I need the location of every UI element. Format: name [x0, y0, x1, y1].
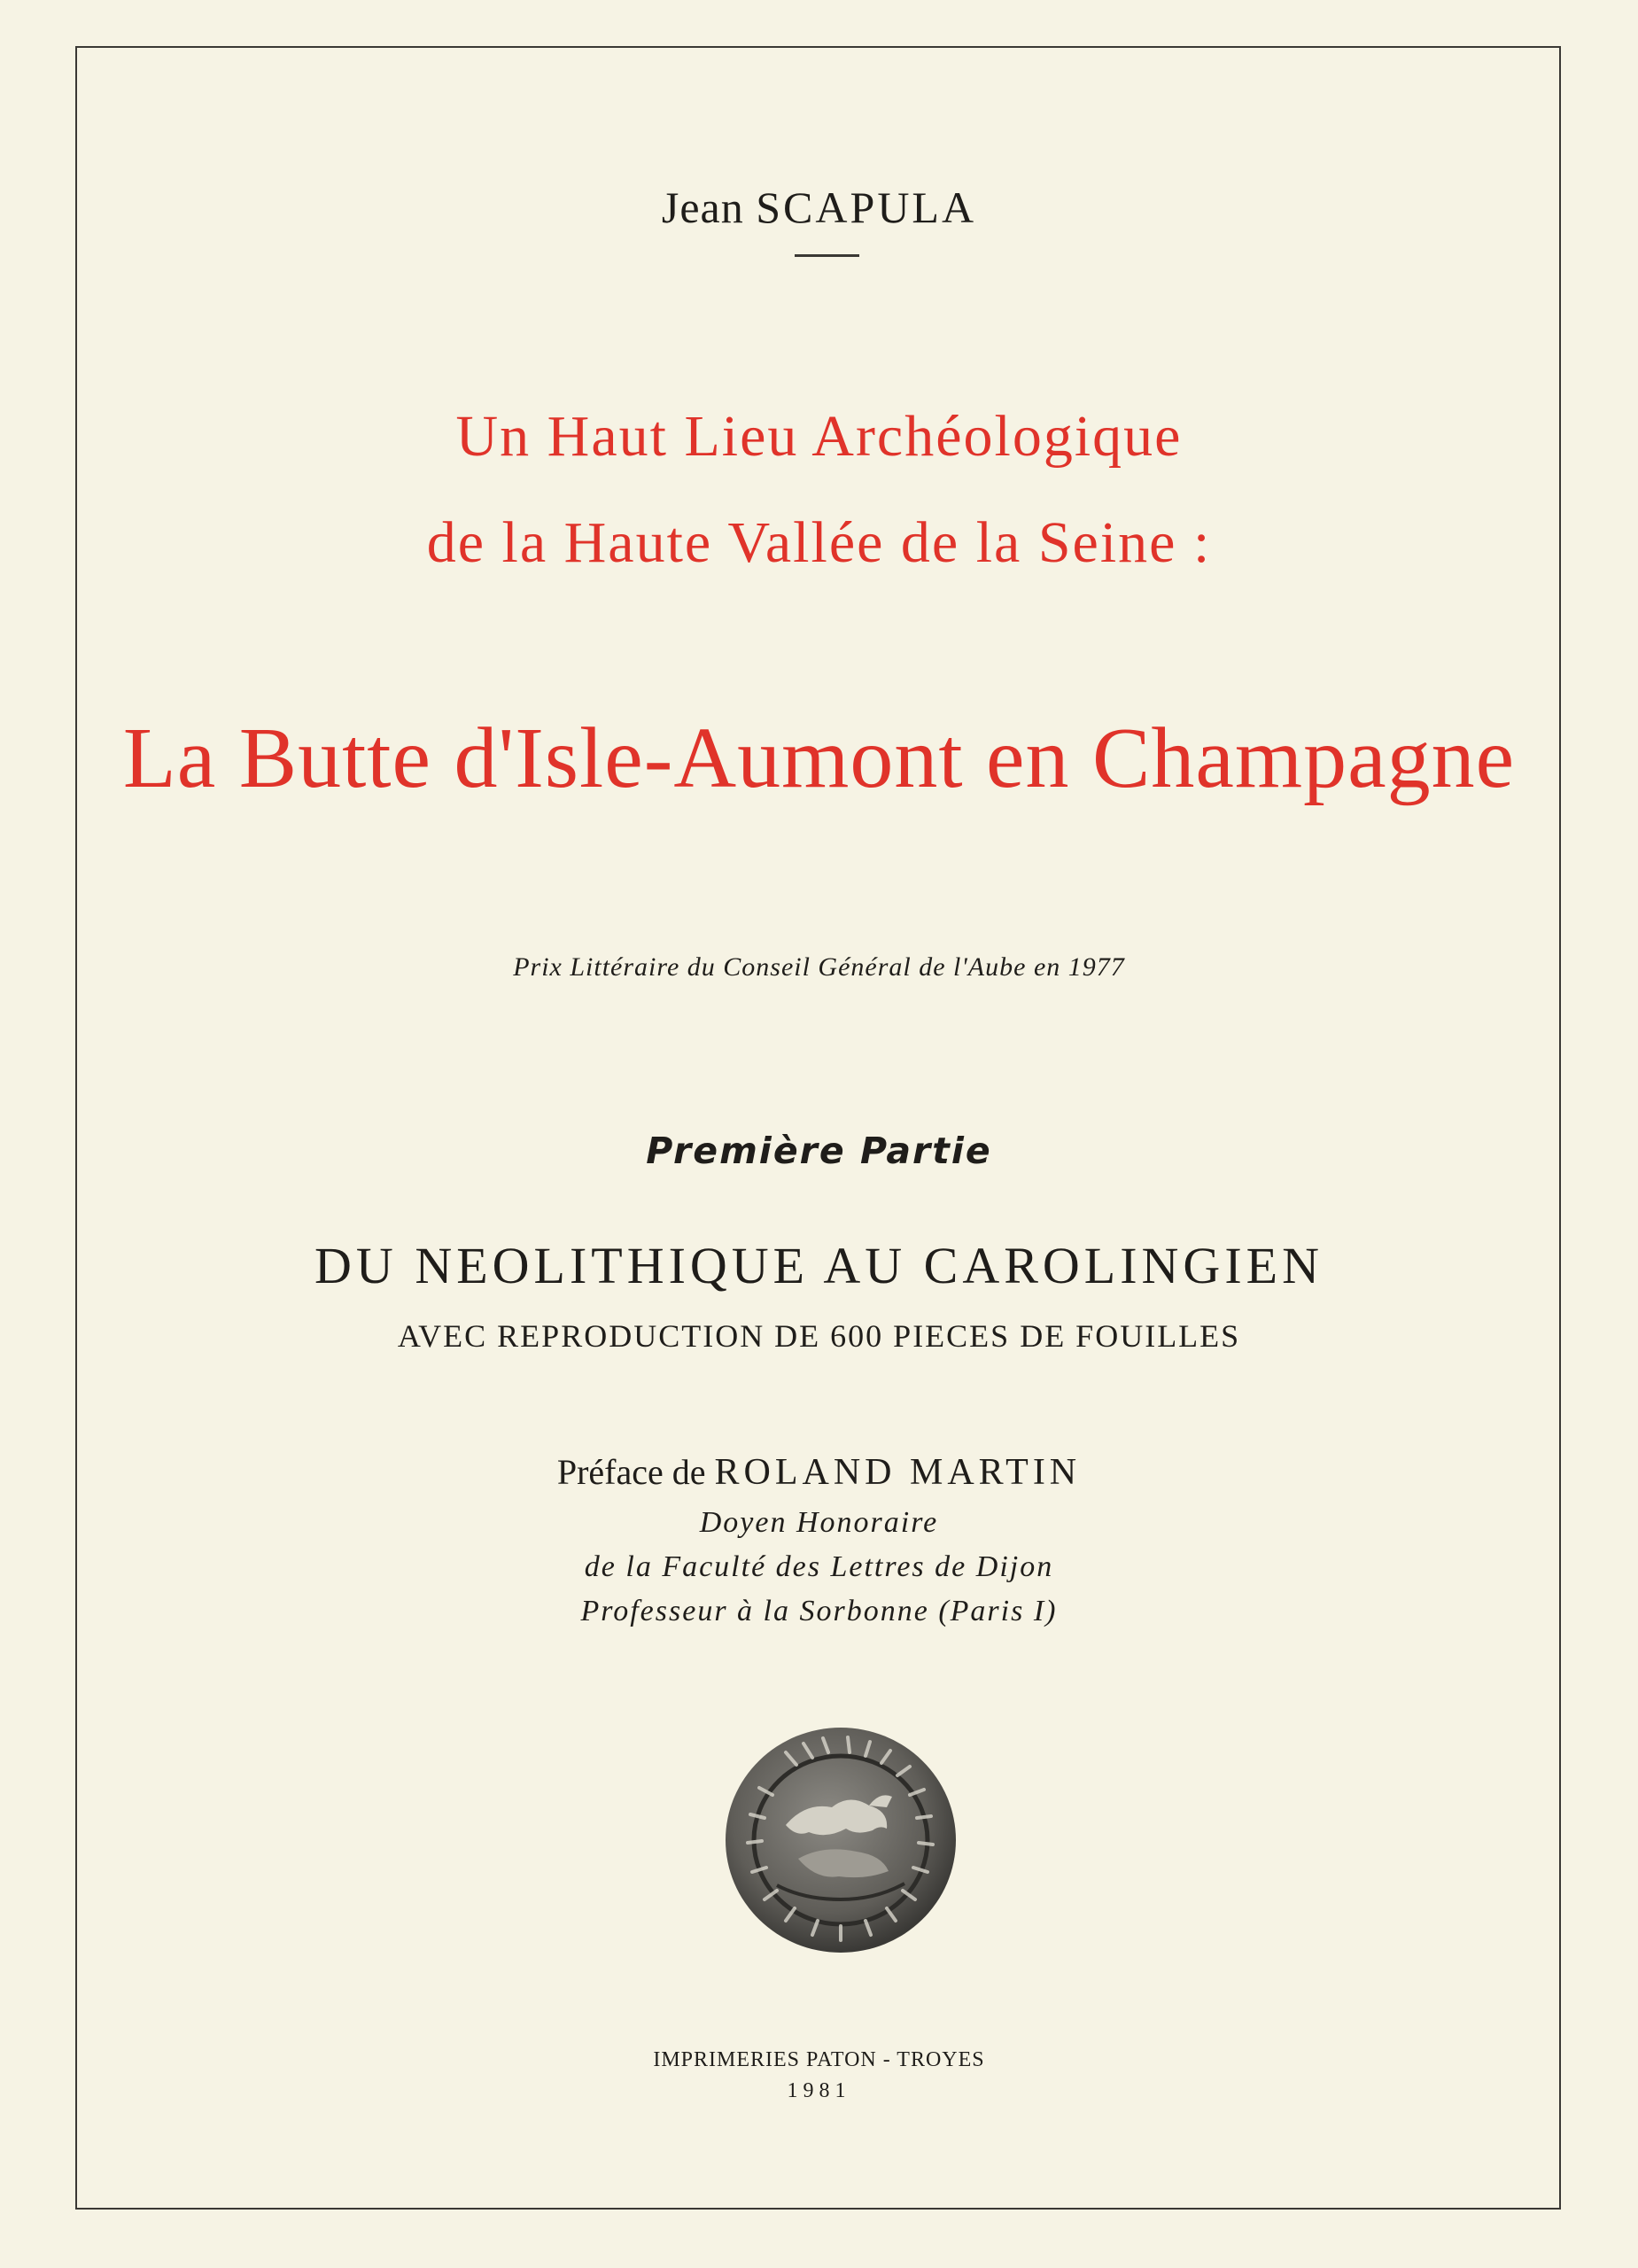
part-heading: Première Partie [646, 1130, 992, 1172]
publication-year: 1981 [787, 2079, 851, 2102]
author-last-name: SCAPULA [756, 183, 977, 232]
preface-title-3: Professeur à la Sorbonne (Paris I) [580, 1595, 1058, 1627]
subtitle-line-2: de la Haute Vallée de la Seine : [426, 510, 1212, 575]
preface-prefix: Préface de [556, 1452, 706, 1492]
author-first-name: Jean [661, 183, 744, 232]
preface-line [0, 1451, 1638, 1494]
subtitle-line-1: Un Haut Lieu Archéologique [455, 404, 1183, 469]
preface-title-2: de la Faculté des Lettres de Dijon [584, 1550, 1054, 1583]
author-rule-divider [795, 254, 859, 257]
period-heading: DU NEOLITHIQUE AU CAROLINGIEN [314, 1237, 1324, 1294]
carved-seal-with-animal-icon [724, 1726, 958, 1954]
preface-author: ROLAND MARTIN [714, 1452, 1082, 1493]
prize-line: Prix Littéraire du Conseil Général de l'Aube en 1977 [513, 952, 1125, 982]
reproduction-subheading: AVEC REPRODUCTION DE 600 PIECES DE FOUILLES [397, 1318, 1241, 1354]
author-name [0, 182, 1638, 233]
publisher-line: IMPRIMERIES PATON - TROYES [653, 2048, 985, 2071]
preface-title-1: Doyen Honoraire [699, 1506, 939, 1539]
main-title: La Butte d'Isle-Aumont en Champagne [122, 711, 1516, 806]
